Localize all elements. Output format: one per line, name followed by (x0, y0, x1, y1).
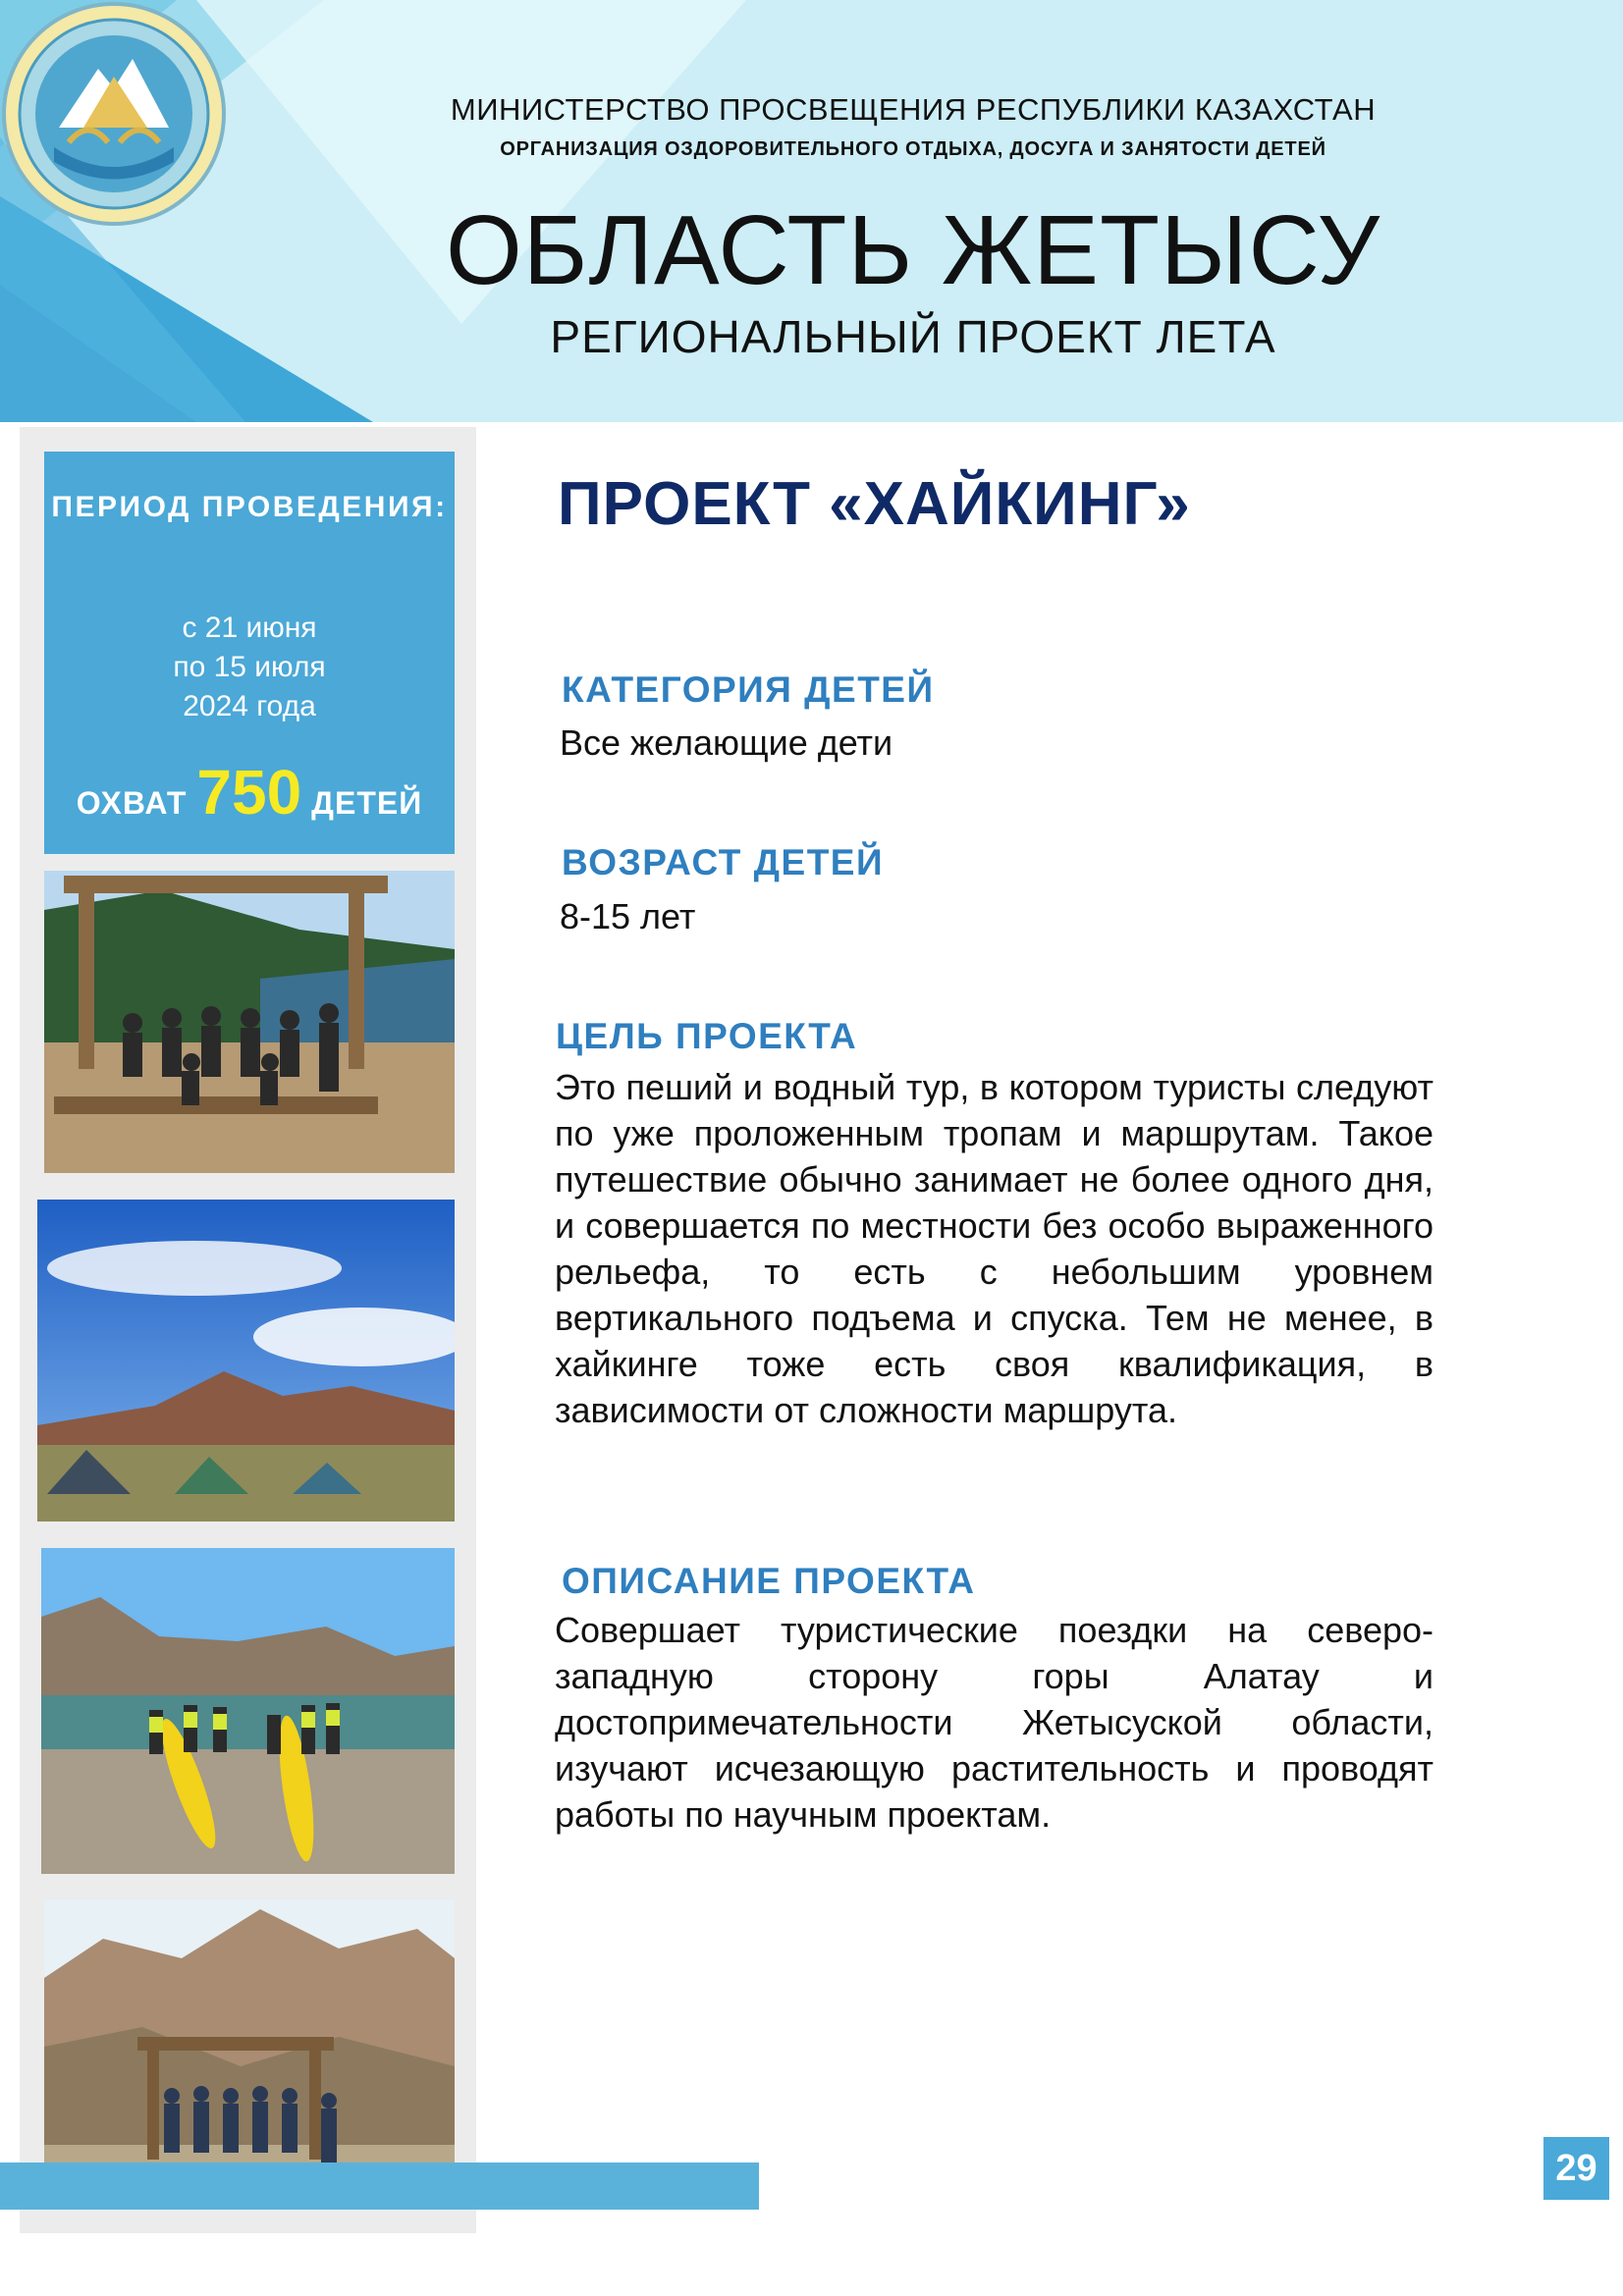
coverage-number: 750 (196, 757, 302, 828)
photo-group-at-rocks (44, 1899, 455, 2197)
age-text: 8-15 лет (560, 896, 696, 936)
photo-group-at-lake (44, 871, 455, 1173)
goal-text: Это пеший и водный тур, в котором туристы следуют по уже проложенным тропам и маршрутам. Такое путешествие обычно занимает не более одного дня, и совершается по местности без особо выраженного рельефа, то есть с небольшим уровнем вертикального подъема и спуска. Тем не менее, в хайкинге тоже есть своя квалификация, в зависимости от сложности маршрута. (555, 1067, 1434, 1430)
period-info-box (44, 452, 455, 854)
photo-tents-under-mountains (37, 1200, 455, 1522)
coverage-prefix: ОХВАТ (76, 785, 188, 821)
period-start: с 21 июня (182, 612, 317, 644)
period-end: по 15 июля (173, 651, 326, 683)
description-heading: ОПИСАНИЕ ПРОЕКТА (562, 1561, 976, 1601)
project-subtitle: РЕГИОНАЛЬНЫЙ ПРОЕКТ ЛЕТА (550, 311, 1276, 362)
period-title: ПЕРИОД ПРОВЕДЕНИЯ: (51, 491, 448, 523)
category-heading: КАТЕГОРИЯ ДЕТЕЙ (562, 669, 935, 710)
footer-bar (0, 2163, 759, 2210)
project-title: ПРОЕКТ «ХАЙКИНГ» (558, 470, 1191, 538)
region-title: ОБЛАСТЬ ЖЕТЫСУ (446, 195, 1380, 305)
coverage-suffix: ДЕТЕЙ (311, 785, 423, 821)
page-number: 29 (1543, 2137, 1609, 2200)
period-year: 2024 года (183, 690, 316, 722)
ministry-name: МИНИСТЕРСТВО ПРОСВЕЩЕНИЯ РЕСПУБЛИКИ КАЗАХСТАН (450, 92, 1377, 127)
description-text: Совершает туристические поездки на северо-западную сторону горы Алатау и достопримечательности Жетысуской области, изучают исчезающую растительность и проводят работы по научным проектам. (555, 1610, 1434, 1835)
page-header (0, 0, 1623, 422)
coverage (44, 756, 455, 828)
age-heading: ВОЗРАСТ ДЕТЕЙ (562, 842, 885, 882)
photo-kayaks-on-shore (41, 1548, 455, 1874)
regional-emblem-icon (0, 0, 228, 228)
goal-heading: ЦЕЛЬ ПРОЕКТА (556, 1016, 858, 1056)
organization-name: ОРГАНИЗАЦИЯ ОЗДОРОВИТЕЛЬНОГО ОТДЫХА, ДОСУГА И ЗАНЯТОСТИ ДЕТЕЙ (500, 138, 1326, 160)
category-text: Все желающие дети (560, 722, 893, 763)
